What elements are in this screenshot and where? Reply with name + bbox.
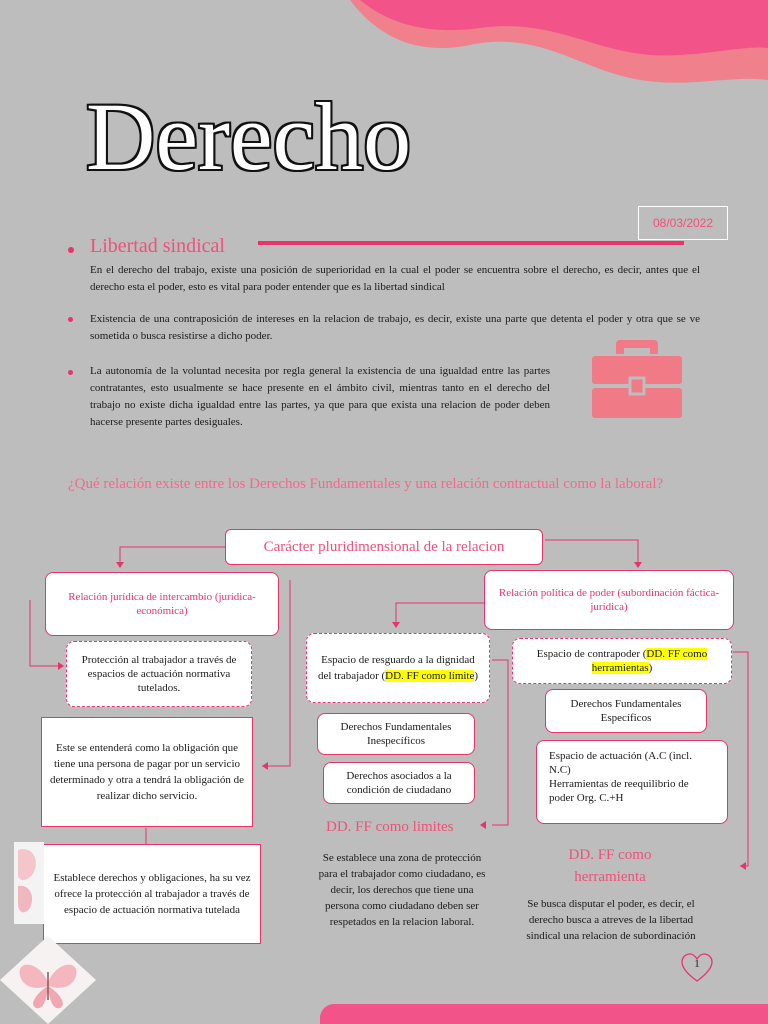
right-head-label: Relación política de poder (subordinación fáctica-jurídica) (498, 587, 720, 613)
resguardo-node (306, 633, 490, 703)
section-heading: Libertad sindical (90, 235, 225, 257)
contrapoder-node (512, 638, 732, 684)
bottom-decoration-bar (320, 1004, 768, 1024)
left-protection-label: Protección al trabajador a través de espacios de actuación normativa tutelados. (81, 654, 237, 694)
paragraph-2: Existencia de una contraposición de intereses en la relacion de trabajo, es decir, existe una parte que detenta el poder y otra que se ve sometida o busca resistirse a dicho poder. (90, 313, 700, 342)
inespecificos-label: Derechos Fundamentales Inespecíficos (340, 721, 452, 747)
actuacion-line-1: Espacio de actuación (A.C (incl. N.C) (549, 750, 692, 776)
left-head-label: Relación jurídica de intercambio (jurídica-económica) (68, 591, 256, 617)
ciudadano-node (323, 762, 475, 804)
left-obligation-label: Este se entenderá como la obligación que tiene una persona de pagar por un servicio determinado y otra a tendrá la obligación de realizar dicho servicio. (50, 742, 244, 802)
left-head-node (45, 572, 279, 636)
actuacion-text (549, 749, 715, 805)
especificos-node (545, 689, 707, 733)
resguardo-label: Espacio de resguardo a la dignidad del trabajador (DD. FF como límite) (317, 654, 479, 682)
butterfly-icon (0, 936, 96, 1024)
left-rights-label: Establece derechos y obligaciones, ha su vez ofrece la protección al trabajador a través de espacio de actuación normativa tutelada (53, 872, 251, 916)
left-obligation-node (41, 717, 253, 827)
page-title: Derecho (86, 83, 412, 190)
left-rights-node (43, 844, 261, 944)
actuacion-line-2: Herramientas de reequilibrio de poder Org. C.+H (549, 778, 689, 804)
ciudadano-label: Derechos asociados a la condición de ciudadano (346, 770, 452, 796)
contrapoder-label: Espacio de contrapoder (DD. FF como herramientas) (536, 648, 708, 674)
right-head-node (484, 570, 734, 630)
page-number: 1 (694, 958, 700, 970)
inespecificos-node (317, 713, 475, 755)
actuacion-node (536, 740, 728, 824)
butterfly-small-icon (14, 842, 44, 924)
paragraph-3: La autonomía de la voluntad necesita por regla general la existencia de una igualdad entre las partes contratantes, esto usualmente se hace presente en el ámbito civil, mientras tanto en el derecho del trabajo no existe dicha igualdad entre las partes, ya que para que exista una relacion de poder deben hacerse presente partes desiguales. (90, 365, 550, 428)
herramienta-text: Se busca disputar el poder, es decir, el derecho busca a atreves de la libertad sindical una relacion de subordinación (526, 898, 696, 942)
root-label: Carácter pluridimensional de la relacion (263, 539, 505, 555)
root-node (225, 529, 543, 565)
date-text: 08/03/2022 (652, 216, 714, 230)
paragraph-1: En el derecho del trabajo, existe una posición de superioridad en la cual el poder se encuentra sobre el derecho, es decir, antes que el derecho esta el poder, esto es vital para poder entender que es la libertad sindical (90, 264, 700, 293)
question-heading: ¿Qué relación existe entre los Derechos Fundamentales y una relación contractual como la laboral? (68, 476, 664, 492)
herramienta-title: DD. FF como herramienta (568, 847, 652, 885)
especificos-label: Derechos Fundamentales Específicos (570, 698, 682, 724)
limites-text: Se establece una zona de protección para el trabajador como ciudadano, es decir, los derechos que tiene una persona como ciudadano deben ser respetados en la relacion laboral. (318, 852, 486, 928)
left-protection-node (66, 641, 252, 707)
limites-title: DD. FF como limites (326, 819, 454, 835)
